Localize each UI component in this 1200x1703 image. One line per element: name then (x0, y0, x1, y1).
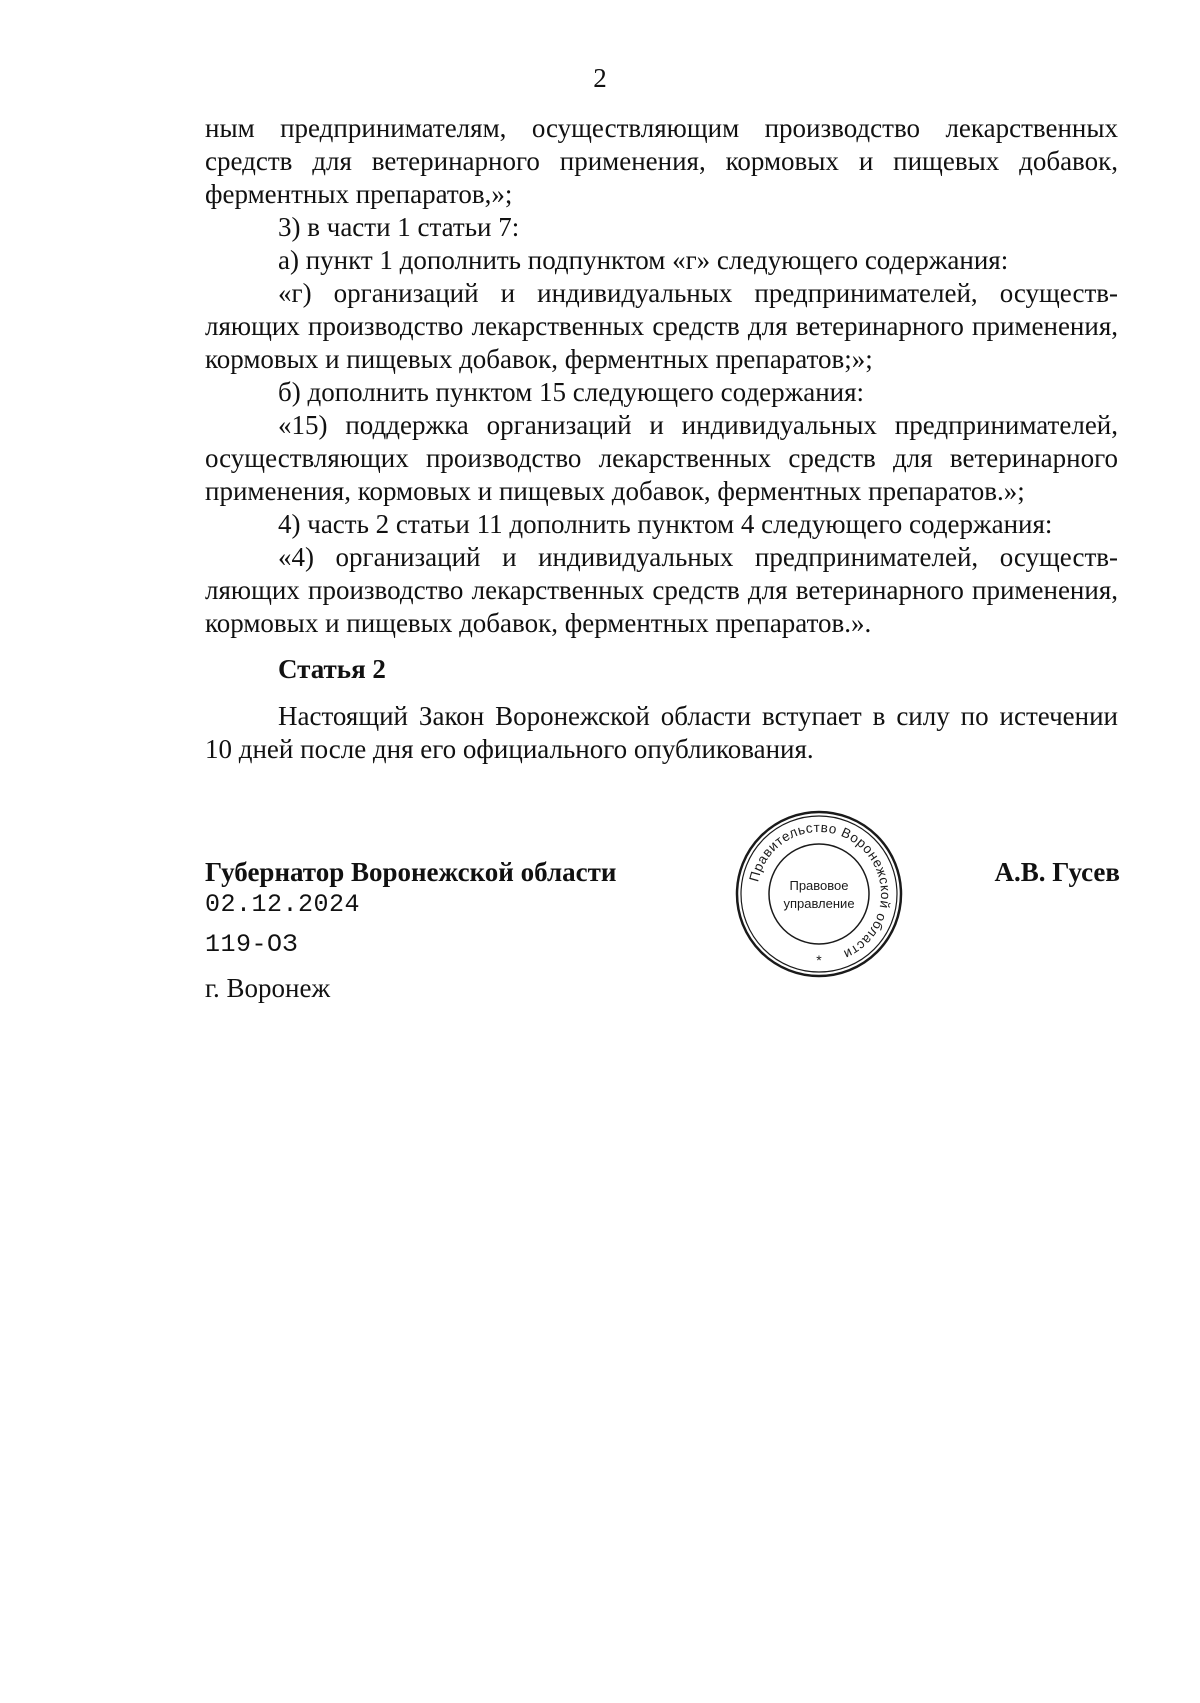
paragraph-point-15: «15) поддержка организаций и индивидуальных предпринимателей, осуществляющих производство лекарственных средств для ветеринарного применения, кормовых и пищевых добавок, ферментных препаратов.»; (205, 410, 1118, 506)
seal-star: * (816, 952, 822, 968)
paragraph-point-4: «4) организаций и индивидуальных предпринимателей, осуществляющих производство лекарственных средств для ветеринарного применения, кормовых и пищевых добавок, ферментных препаратов.». (205, 542, 1118, 638)
paragraph-article-2: Настоящий Закон Воронежской области вступает в силу по истечении 10 дней после дня его официального опубликования. (205, 701, 1118, 764)
seal-center-line-2: управление (783, 896, 855, 911)
document-city: г. Воронеж (205, 973, 331, 1003)
seal-center-line-1: Правовое (789, 878, 849, 893)
signatory-title: Губернатор Воронежской области (205, 857, 617, 887)
paragraph-item-3: 3) в части 1 статьи 7: (278, 212, 520, 242)
paragraph-continuation: ным предпринимателям, осуществляющим производство лекарственных средств для ветеринарного применения, кормовых и пищевых добавок, ферментных препаратов,»; (205, 113, 1118, 209)
paragraph-subitem-g: «г) организаций и индивидуальных предпринимателей, осуществляющих производство лекарственных средств для ветеринарного применения, кормовых и пищевых добавок, ферментных препаратов;»; (205, 278, 1118, 374)
seal-ring-text: Правительство Воронежской области (746, 819, 894, 963)
seal-inner-ring (769, 844, 869, 944)
paragraph-item-4: 4) часть 2 статьи 11 дополнить пунктом 4 следующего содержания: (278, 509, 1053, 539)
official-seal (733, 808, 905, 980)
article-heading: Статья 2 (278, 654, 386, 684)
document-number: 119-ОЗ (205, 930, 299, 959)
document-body (205, 112, 1118, 766)
document-date: 02.12.2024 (205, 890, 361, 919)
paragraph-item-3a: а) пункт 1 дополнить подпунктом «г» следующего содержания: (278, 245, 1009, 275)
seal-outer-inner-ring (741, 816, 897, 972)
signature-block (205, 856, 616, 1005)
page-number: 2 (593, 63, 607, 93)
signatory-name: А.В. Гусев (994, 857, 1120, 887)
paragraph-item-3b: б) дополнить пунктом 15 следующего содержания: (278, 377, 865, 407)
